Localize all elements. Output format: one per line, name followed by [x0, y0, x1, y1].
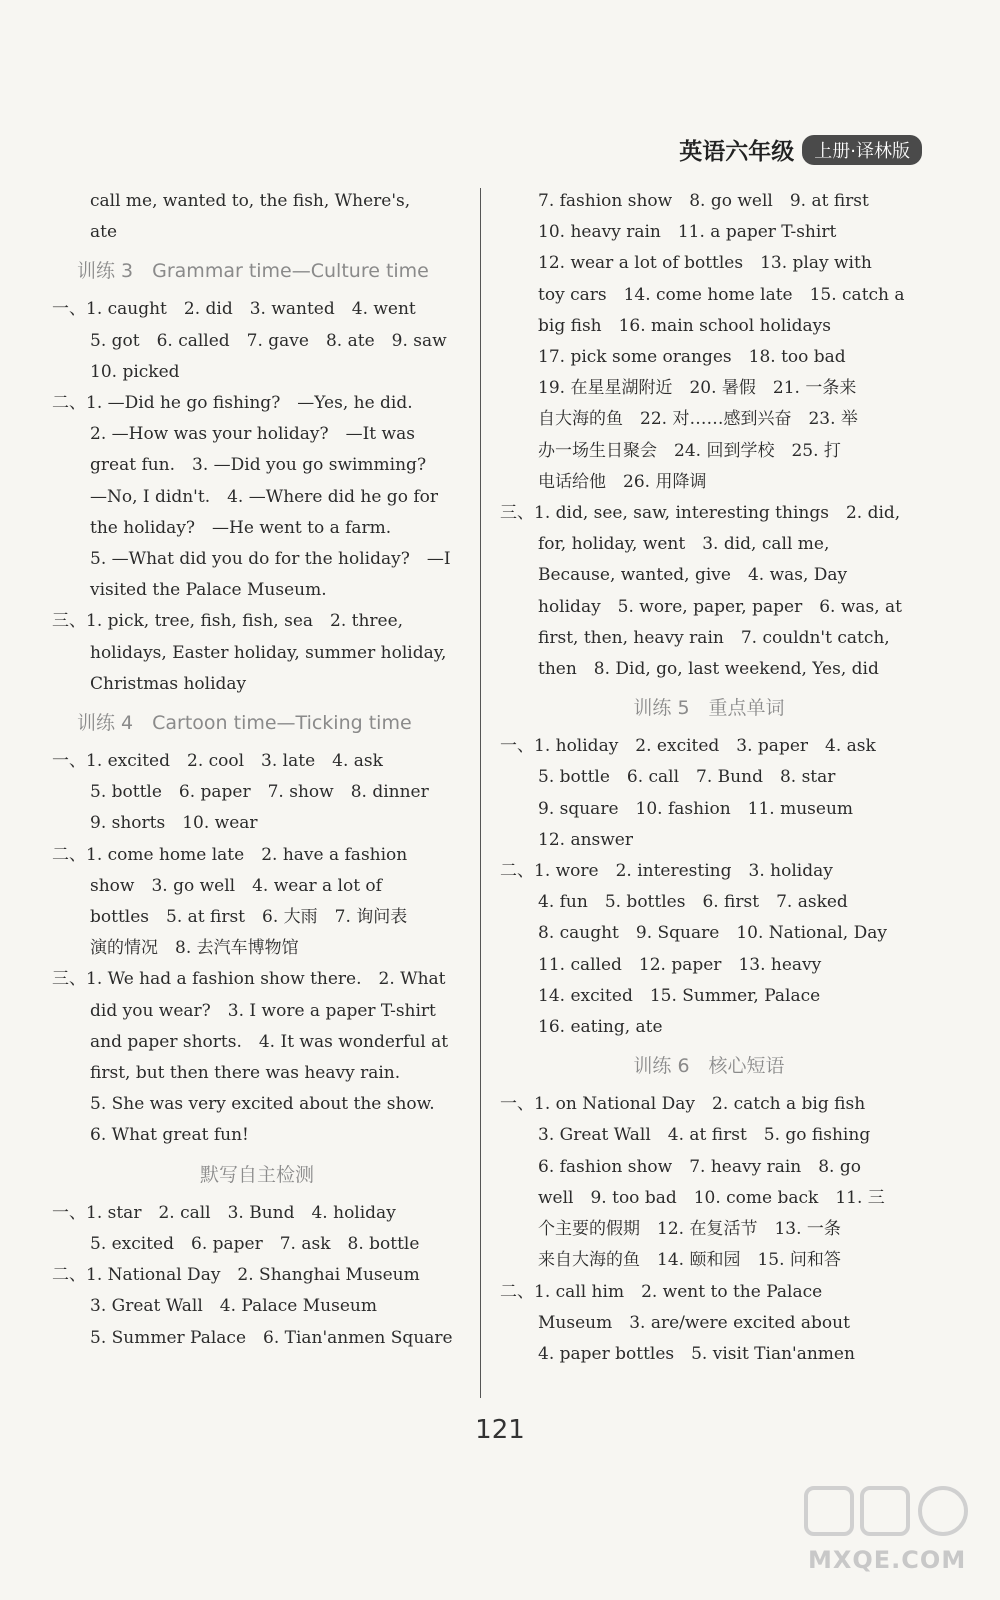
answer-line: 一、1. holiday 2. excited 3. paper 4. ask [500, 736, 876, 757]
answer-line: 二、1. come home late 2. have a fashion [52, 844, 408, 865]
section-heading-dictation: 默写自主检测 [199, 1163, 314, 1186]
section-heading-training-3: 训练 3 Grammar time—Culture time [77, 260, 429, 283]
right-column [500, 186, 918, 1370]
answer-line: 三、1. did, see, saw, interesting things 2. did, [500, 503, 901, 524]
answer-line: well 9. too bad 10. come back 11. 三 [538, 1187, 885, 1208]
answer-line: 一、1. star 2. call 3. Bund 4. holiday [52, 1202, 396, 1223]
answer-line: 11. called 12. paper 13. heavy [538, 954, 822, 975]
answer-line: 一、1. on National Day 2. catch a big fish [500, 1094, 866, 1115]
answer-line: —No, I didn't. 4. —Where did he go for [90, 486, 438, 507]
answer-line: 一、1. caught 2. did 3. wanted 4. went [52, 299, 416, 320]
answer-line: ate [90, 222, 118, 243]
site-watermark [798, 1480, 978, 1580]
answer-line: 10. picked [90, 361, 180, 382]
answer-line: toy cars 14. come home late 15. catch a [538, 284, 905, 305]
answer-line: 个主要的假期 12. 在复活节 13. 一条 [538, 1219, 841, 1240]
answer-line: the holiday? —He went to a farm. [90, 517, 392, 538]
answer-line: holiday 5. wore, paper, paper 6. was, at [538, 596, 903, 617]
answer-line: 7. fashion show 8. go well 9. at first [538, 191, 869, 211]
answer-line: 2. —How was your holiday? —It was [90, 424, 415, 445]
answer-line: 一、1. excited 2. cool 3. late 4. ask [52, 751, 383, 772]
answer-line: 12. answer [538, 829, 633, 850]
answer-line: show 3. go well 4. wear a lot of [90, 875, 382, 896]
answer-line: 5. got 6. called 7. gave 8. ate 9. saw [90, 330, 447, 351]
answer-line: 5. bottle 6. paper 7. show 8. dinner [90, 782, 429, 803]
answer-line: Because, wanted, give 4. was, Day [538, 565, 848, 586]
answer-line: visited the Palace Museum. [90, 580, 327, 601]
page-header [679, 133, 922, 166]
column-divider [480, 188, 481, 1398]
answer-line: 10. heavy rain 11. a paper T-shirt [538, 222, 837, 243]
answer-line: 5. —What did you do for the holiday? —I [90, 549, 451, 570]
answer-line: 6. What great fun! [90, 1125, 249, 1146]
answer-line: 12. wear a lot of bottles 13. play with [538, 253, 872, 274]
answer-line: first, then, heavy rain 7. couldn't catch, [538, 627, 890, 648]
left-column [52, 186, 462, 1354]
answer-line: and paper shorts. 4. It was wonderful at [90, 1031, 449, 1052]
section-heading-training-6: 训练 6 核心短语 [633, 1055, 785, 1078]
answer-line: 8. caught 9. Square 10. National, Day [538, 923, 887, 944]
answer-line: holidays, Easter holiday, summer holiday, [90, 642, 447, 663]
answer-line: big fish 16. main school holidays [538, 315, 832, 336]
answer-line: 三、1. We had a fashion show there. 2. What [52, 969, 446, 990]
answer-line: 6. fashion show 7. heavy rain 8. go [538, 1156, 861, 1177]
answer-line: 5. bottle 6. call 7. Bund 8. star [538, 767, 836, 788]
watermark-text: MXQE.COM [808, 1546, 967, 1574]
answer-line: 5. Summer Palace 6. Tian'anmen Square [90, 1327, 453, 1348]
answer-line: 二、1. wore 2. interesting 3. holiday [500, 861, 833, 882]
answer-line: did you wear? 3. I wore a paper T-shirt [90, 1000, 436, 1021]
answer-line: Christmas holiday [90, 673, 247, 694]
answer-line: for, holiday, went 3. did, call me, [538, 534, 830, 555]
answer-line: then 8. Did, go, last weekend, Yes, did [538, 659, 879, 680]
answer-line: 来自大海的鱼 14. 颐和园 15. 问和答 [538, 1250, 841, 1271]
answer-line: 5. excited 6. paper 7. ask 8. bottle [90, 1233, 420, 1254]
answer-line: call me, wanted to, the fish, Where's, [90, 191, 411, 211]
answer-line: 3. Great Wall 4. at first 5. go fishing [538, 1125, 871, 1146]
answer-line: 4. fun 5. bottles 6. first 7. asked [538, 892, 848, 913]
watermark-logo-icon [798, 1480, 978, 1550]
page-number: 121 [475, 1415, 525, 1445]
answer-line: great fun. 3. —Did you go swimming? [90, 455, 427, 476]
answer-line: bottles 5. at first 6. 大雨 7. 询问表 [90, 907, 408, 928]
answer-line: 演的情况 8. 去汽车博物馆 [90, 938, 299, 959]
answer-line: 14. excited 15. Summer, Palace [538, 985, 821, 1006]
answer-line: 9. shorts 10. wear [90, 813, 258, 834]
answer-line: 三、1. pick, tree, fish, fish, sea 2. three, [52, 611, 404, 632]
answer-line: 9. square 10. fashion 11. museum [538, 798, 854, 819]
answer-line: 19. 在星星湖附近 20. 暑假 21. 一条来 [538, 378, 857, 399]
answer-line: 电话给他 26. 用降调 [538, 471, 707, 492]
answer-line: 二、1. call him 2. went to the Palace [500, 1281, 823, 1302]
answer-line: 3. Great Wall 4. Palace Museum [90, 1296, 377, 1317]
answer-line: 5. She was very excited about the show. [90, 1094, 435, 1115]
section-heading-training-4: 训练 4 Cartoon time—Ticking time [77, 712, 412, 735]
section-heading-training-5: 训练 5 重点单词 [633, 697, 785, 720]
answer-line: 二、1. National Day 2. Shanghai Museum [52, 1265, 420, 1286]
edition-badge: 上册·译林版 [802, 135, 922, 165]
answer-line: first, but then there was heavy rain. [90, 1063, 401, 1084]
answer-line: 二、1. —Did he go fishing? —Yes, he did. [52, 393, 413, 414]
answer-line: 4. paper bottles 5. visit Tian'anmen [538, 1343, 855, 1364]
answer-line: 16. eating, ate [538, 1017, 663, 1038]
answer-line: 17. pick some oranges 18. too bad [538, 347, 846, 368]
answer-line: Museum 3. are/were excited about [538, 1312, 850, 1333]
book-title: 英语六年级 [679, 139, 795, 165]
answer-line: 自大海的鱼 22. 对……感到兴奋 23. 举 [538, 409, 858, 430]
answer-line: 办一场生日聚会 24. 回到学校 25. 打 [538, 440, 841, 461]
